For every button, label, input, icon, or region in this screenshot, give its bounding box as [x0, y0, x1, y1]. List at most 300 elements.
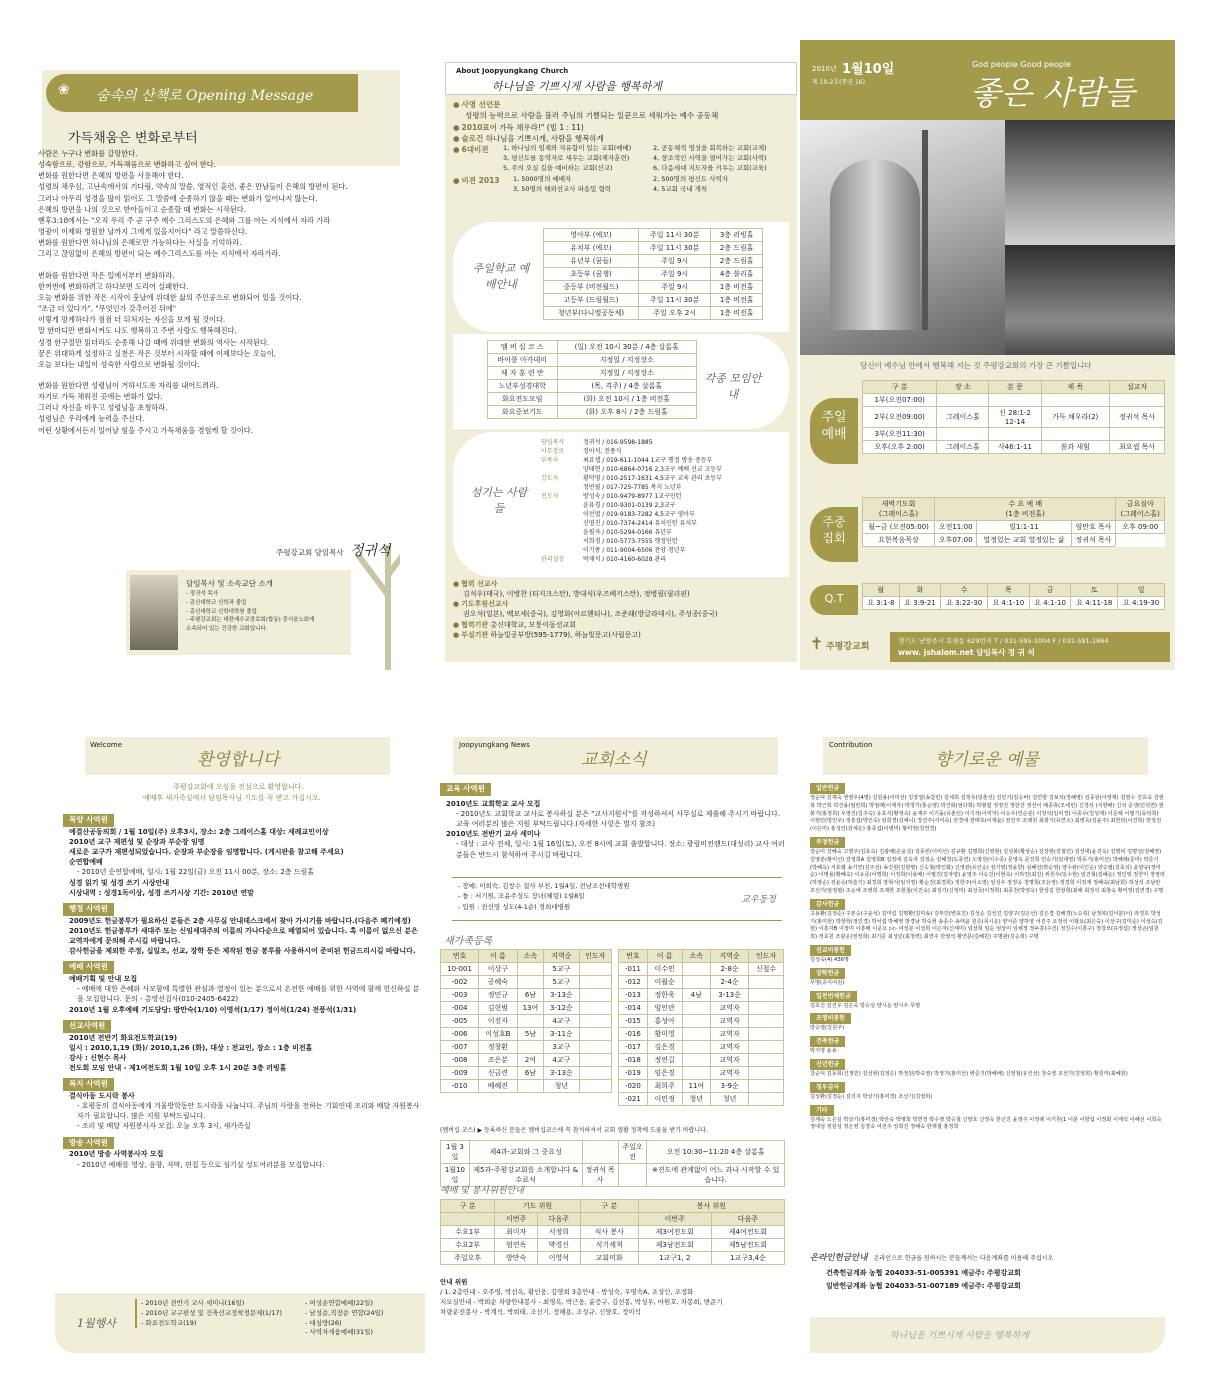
table-cell	[1041, 428, 1109, 441]
vision-item: 6, 다음세대 지도자를 키우는 교회(교육)	[653, 163, 767, 172]
contribution-category	[810, 1105, 1165, 1133]
table-cell: 조은분	[479, 1054, 518, 1067]
table-cell: -011	[619, 963, 648, 976]
online-title: 온라인헌금안내	[810, 1253, 868, 1263]
news-header	[453, 737, 778, 775]
motto-text: 가득 채우라!" (빌 1 : 11)	[499, 122, 584, 132]
table-cell	[517, 976, 543, 989]
vision2013-item: 1, 5000명의 예배자	[513, 175, 572, 184]
table-cell	[579, 1028, 611, 1041]
contribution-category-name: 신년헌금	[810, 1059, 845, 1070]
church-info	[810, 630, 1165, 666]
table-cell	[749, 1002, 784, 1015]
duty-table	[440, 1199, 785, 1265]
table-cell: 맴 버 십 코 스	[488, 341, 558, 354]
table-cell: 엄인란	[647, 1002, 682, 1015]
table-cell: -018	[619, 1054, 648, 1067]
table-subheader-cell: 이번주	[495, 1213, 538, 1226]
table-cell: (목, 격주) / 4층 살롬홀	[557, 380, 696, 393]
paragraph-line: 은혜의 방편을 나의 것으로 받아들이고 순종할 때 변화는 시작된다.	[38, 204, 247, 214]
qt-day: 일	[1118, 584, 1165, 597]
newcomer-row	[441, 989, 612, 1002]
table-cell: 이수민	[647, 963, 682, 976]
event-item: - 사역자세움예배(31일)	[305, 1328, 373, 1337]
table-cell: 교회미화	[580, 1252, 638, 1265]
paragraph-line: 변화를 원한다면 성령님이 거하시도록 자리를 내어드려라.	[38, 380, 219, 390]
table-cell	[579, 1067, 611, 1080]
table-cell	[989, 394, 1041, 407]
table-cell	[517, 1080, 543, 1093]
table-cell: 노년부성경대학	[488, 380, 558, 393]
section-item: 예배기획 및 안내 모집	[69, 975, 138, 984]
table-cell: 제 자 훈 련 반	[488, 367, 558, 380]
edu-item: 2010년도 전반기 교사 세미나	[446, 830, 541, 839]
paragraph-line: 말 한마디만 변화시켜도 나도 행복하고 주변 사람도 행복해진다.	[38, 326, 237, 336]
date-main: 1월10일	[842, 62, 895, 77]
opening-title: 가득채움은 변화로부터	[68, 131, 198, 146]
qt-ref: 요 3:9-21	[899, 597, 941, 610]
paragraph-line: 벧후3:18에서는 "오직 우리 주 곧 구주 예수 그리스도의 은혜와 그를 아는 지식에서 자라 가라	[38, 215, 331, 225]
sunday-worship-title: 주일 예배	[821, 410, 847, 442]
server-row	[541, 447, 781, 456]
paragraph-line: 변화를 원한다면 은혜의 방편을 사용해야 한다.	[38, 171, 184, 181]
newcomer-row	[619, 1041, 784, 1054]
table-cell	[682, 1067, 710, 1080]
sunday-worship-label	[810, 398, 858, 464]
table-cell: 4교구	[544, 1015, 579, 1028]
edu-item: - 대상 : 교사 전체, 일시: 1월 16일(토), 오전 8시에 교회 출발합니다. 장소: 광림비전랜드(대성리) 교사 여러분들은 반드시 참석하여 주시길 바랍니다.	[456, 840, 785, 859]
table-cell	[517, 963, 543, 976]
retreat-line: - 장예: 이희숙, 김창수 집사 부친, 1월4일, 전남조선대학병원	[458, 882, 630, 890]
welcome-header	[85, 737, 390, 775]
table-cell: -021	[619, 1093, 648, 1106]
newcomer-row	[619, 1093, 784, 1106]
table-cell	[1041, 394, 1109, 407]
vision-heading: 6대비젼	[461, 145, 489, 154]
table-cell: 주일 11시 30분	[639, 294, 711, 307]
profile-line: - 총신대학교 신학과 졸업	[186, 599, 247, 606]
opening-body	[38, 148, 400, 436]
table-cell: 식사 봉사	[580, 1226, 638, 1239]
table-cell	[579, 1041, 611, 1054]
table-cell: 1부(오전07:00)	[863, 394, 937, 407]
table-cell: 신철수	[749, 963, 784, 976]
newcomer-row	[619, 1015, 784, 1028]
table-cell: 교역자	[711, 1054, 749, 1067]
paragraph-line: 변화를 원한다면 하나님의 은혜로만 가능하다는 사실을 기억하라.	[38, 238, 242, 248]
table-cell: 그레이스홀	[937, 407, 989, 428]
table-cell: -013	[619, 989, 648, 1002]
signature-block	[276, 540, 391, 560]
table-cell: 황미영	[647, 1028, 682, 1041]
table-cell: 유년부 (꿈들)	[544, 255, 639, 268]
duty-row	[441, 1239, 785, 1252]
table-cell: 초등부 (꿈쟁)	[544, 268, 639, 281]
server-role	[541, 537, 583, 546]
table-cell: 1월 3일	[441, 1141, 470, 1164]
profile-lines	[186, 590, 314, 634]
gathering-row	[488, 393, 697, 406]
event-item: - 2010년 전반기 교사 세미나(16일)	[141, 1299, 245, 1307]
newcomer-row	[619, 976, 784, 989]
server-info: 양태현 / 010-6864-0716 2,3교구 예배 선교 고등부	[583, 466, 722, 473]
section-item: 예결산공동의회 / 1월 10일(주) 오후3시, 장소: 2층 그레이스홀 대상: 세례교인이상	[69, 827, 329, 836]
table-cell: -002	[441, 976, 479, 989]
server-role: 강도사	[541, 475, 559, 482]
welcome-label: Welcome	[90, 741, 123, 749]
server-role: 부목사	[541, 457, 559, 464]
events-bar	[55, 1293, 425, 1353]
contribution-category-text: 김성숙(4) 436명	[810, 956, 849, 963]
section-item: - 2010년 순연합예배, 일시: 1월 22일(금) 오전 11시 00분, 장소: 2층 드림홀	[77, 868, 315, 877]
newcomer-row	[441, 1080, 612, 1093]
table-cell: 정귀석 목사	[1071, 534, 1116, 547]
table-cell: 5교구	[544, 963, 579, 976]
school-row	[544, 307, 763, 320]
contribution-header	[823, 737, 1148, 775]
table-header-cell: 이 름	[647, 950, 682, 963]
para-1	[38, 148, 400, 260]
newcomer-row	[619, 1080, 784, 1093]
section-heading: 복지 사역원	[63, 1078, 114, 1091]
table-cell: 주일 9시	[639, 255, 711, 268]
table-cell: (화) 오전 10시 / 1층 비전홀	[557, 393, 696, 406]
gathering-row	[488, 367, 697, 380]
gatherings-title: 각종 모임안내	[704, 372, 762, 401]
vision2013-heading: 비젼 2013	[461, 176, 500, 186]
table-cell: -008	[441, 1054, 479, 1067]
table-cell: 이성호B	[479, 1028, 518, 1041]
table-cell: 주일 9시	[639, 268, 711, 281]
slogan-text: 하나님을 기쁘시게, 사람을 행복하게	[485, 133, 604, 143]
contribution-category-name: 선교비봉헌	[810, 945, 851, 956]
prayer-heading: 기도후원선교사	[461, 600, 509, 609]
school-row	[544, 281, 763, 294]
table-cell: 6남	[517, 1067, 543, 1080]
pastor-photo	[130, 575, 178, 650]
duty-row	[441, 1252, 785, 1265]
table-cell: 서정희	[537, 1226, 580, 1239]
table-cell: 주일오전	[618, 1141, 647, 1164]
servers-title: 섬기는 사람들	[470, 486, 528, 515]
membership-table	[440, 1140, 785, 1187]
table-cell: 수요2부	[441, 1239, 495, 1252]
vision2013-item: 3, 50명의 해외선교사 파송및 협력	[513, 185, 612, 193]
table-cell: 청년	[682, 1093, 710, 1106]
server-role	[541, 519, 583, 528]
sunday-row	[863, 441, 1165, 454]
table-cell: 주일오후	[441, 1252, 495, 1265]
table-cell: 2-4순	[711, 976, 749, 989]
table-cell	[749, 989, 784, 1002]
qt-ref: 요 4:1-10	[988, 597, 1030, 610]
server-role	[541, 528, 583, 537]
events-col-2	[305, 1299, 383, 1338]
contribution-footer	[810, 1317, 1165, 1353]
church-building-photo	[800, 120, 1005, 355]
table-cell: 이영석	[537, 1252, 580, 1265]
newcomer-table-left	[440, 949, 612, 1093]
welcome-intro-2: 예배후 새가족실에서 담임목사님 기도를 꼭 받고 가십시오.	[143, 794, 321, 802]
guide-line: 차량운전봉사 - 박계석, 박희태, 조선기, 정해용, 조성규, 신양호, 정이석	[440, 1308, 641, 1317]
paragraph-line: 어떤 상황에서든지 일어날 힘을 주시고 가득채움을 경험케 할 것이다.	[38, 425, 253, 435]
newcomer-row	[441, 1015, 612, 1028]
table-cell: 교역자	[711, 1015, 749, 1028]
newcomer-row	[441, 976, 612, 989]
server-info: 정이석, 전풍식	[583, 448, 622, 455]
opening-banner-title: 숨속의 산책로 Opening Message	[96, 88, 314, 104]
gathering-row	[488, 380, 697, 393]
table-header-cell: 번호	[441, 950, 479, 963]
section-heading: 목양 사역원	[63, 814, 114, 827]
section-item: 새로운 교구가 재편성되었습니다. 순장과 부순장을 임명합니다. (게시판을 참고해 주세요)	[69, 848, 344, 857]
vision2013-item: 2, 500명의 평신도 사역자	[653, 175, 729, 184]
signature: 정귀석	[349, 543, 391, 559]
table-cell: 2여	[517, 1054, 543, 1067]
church-logo-name: 주평강교회	[825, 642, 870, 652]
table-cell: 엄만호 목사	[1071, 521, 1116, 534]
paragraph-line: 성숙함으로, 강함으로, 가득채움으로 변화하고 싶어 한다.	[38, 160, 216, 170]
table-cell: 배혜진	[479, 1080, 518, 1093]
org-text: 총신대학교, 모퉁이돌선교회	[490, 620, 577, 629]
table-cell: 청년	[711, 1093, 749, 1106]
vision2013-item: 4, 5교회 국내 개척	[653, 185, 708, 193]
table-cell: 교역자	[711, 1002, 749, 1015]
table-cell: 정귀석 목사	[582, 1164, 618, 1187]
org-heading: 협력기관	[461, 620, 489, 629]
partner-heading: 협력 선교사	[461, 580, 498, 588]
sunday-worship-table	[862, 380, 1165, 454]
event-item: - 대심방(26)	[305, 1318, 342, 1327]
table-cell: 4층 블리홀	[711, 268, 763, 281]
news-panel	[440, 737, 790, 1362]
vision-item: 1, 하나님의 임재와 자유함이 있는 교회(예배)	[503, 144, 632, 152]
table-header-cell: 지역순	[711, 950, 749, 963]
vision-list	[503, 144, 793, 173]
table-cell: 2층 드림홀	[711, 255, 763, 268]
table-cell: -009	[441, 1067, 479, 1080]
section-item: - 호평동의 결식아동에게 겨울방학동안 도시락을 나눕니다. 주님의 사랑을 전하는 기회인데 조리와 배달 자원봉사자가 필요합니다. 많은 지원 부탁드립니다.	[77, 1102, 420, 1121]
contribution-category	[810, 1059, 1165, 1079]
account-building: 건축헌금계좌 농협 204033-51-005391 예금주: 주평강교회	[826, 1269, 1021, 1277]
sunday-school-box	[453, 222, 789, 332]
table-cell: 김현범	[479, 1002, 518, 1015]
table-cell: 오후 09:00	[1116, 521, 1165, 534]
table-cell: 3-13순	[544, 989, 579, 1002]
table-cell: 1층 비전홀	[711, 294, 763, 307]
duty-title: 예배 및 봉사위원안내	[440, 1186, 524, 1196]
table-cell: 사46:1-11	[989, 441, 1041, 454]
event-item: - 화요전도학교(19)	[141, 1318, 197, 1327]
table-cell: 주일 11시 30분	[639, 229, 711, 242]
paragraph-line: 성경 한구절만 읽더라도 순종해 나갈 때에 위대한 변화의 역사는 시작된다.	[38, 337, 270, 347]
table-cell	[579, 1002, 611, 1015]
membership-note: (멤버십 코스) ▶ 등록하신 분들은 멤버십코스에 꼭 참석하셔서 교회 생활 정착에 도움을 받기 바랍니다.	[440, 1127, 708, 1134]
table-header-cell: 번호	[619, 950, 648, 963]
server-info: 황덕영 / 010-2517-1631 4,5교구 교육 관리 초등부	[583, 475, 722, 482]
table-cell	[749, 1093, 784, 1106]
table-cell	[682, 1041, 710, 1054]
vision-item: 3, 평신도를 동역자로 세우는 교회(제자훈련)	[503, 153, 630, 162]
welcome-title: 환영합니다	[197, 750, 280, 770]
server-info: 신영진 / 010-7374-2414 유치인턴 유치부	[583, 520, 697, 527]
table-cell: 씀과 새힘	[1041, 441, 1109, 454]
partner-lines: ● 협력 선교사 김석우(태국), 이병찬 (티지크스탄), 방대식(우즈베키스탄), 정병필(필리핀) ● 기도후원선교사 권오석(일본), 백모세(중국), 김영화(아르헨티나), 조준래(방글라데시), 주성종(중국) ● 협력기관 총신대학교, 모퉁이돌선교회 ● 부설기관 하늘빛공부방(595-1779), 하늘빛문고(사립문고)	[453, 579, 793, 640]
qt-day: 월	[863, 584, 900, 597]
contribution-label: Contribution	[829, 741, 873, 749]
about-panel	[445, 62, 797, 662]
table-cell: -020	[619, 1080, 648, 1093]
table-cell: -015	[619, 1015, 648, 1028]
pioneer-heading: 부설기관	[461, 630, 489, 639]
server-row	[541, 555, 781, 564]
table-cell: 청년부(다니엘공동체)	[544, 307, 639, 320]
table-cell: 최희주	[647, 1080, 682, 1093]
welcome-section	[55, 1020, 425, 1073]
section-item: 2010년 전반기 화요전도학교(19)	[69, 1033, 178, 1042]
events-month-label: 1월행사	[77, 1317, 116, 1330]
table-header-cell: 금요심야 (그레이스홀)	[1116, 498, 1165, 521]
table-cell: 오전11:00	[935, 521, 977, 534]
cover-header	[800, 40, 1175, 120]
table-cell: 교역자	[711, 1028, 749, 1041]
table-cell: -006	[441, 1028, 479, 1041]
qt-day: 목	[988, 584, 1030, 597]
server-info: 박재석 / 010-4160-6028 관리	[583, 556, 667, 563]
table-cell: 빌1:1-11	[977, 521, 1071, 534]
table-header-cell: 새벽기도회 (그레이스홀)	[863, 498, 935, 521]
table-cell: 4교구	[544, 1054, 579, 1067]
newcomer-row	[619, 963, 784, 976]
table-cell: 정연길	[647, 1054, 682, 1067]
qt-ref: 요 4:1-10	[1029, 597, 1071, 610]
table-cell: 주일 9시	[639, 281, 711, 294]
qt-day: 수	[941, 584, 988, 597]
welcome-panel	[55, 737, 425, 1362]
server-row	[541, 492, 781, 501]
table-cell: -016	[619, 1028, 648, 1041]
table-cell: -003	[441, 989, 479, 1002]
table-cell	[517, 1041, 543, 1054]
qt-day: 금	[1029, 584, 1071, 597]
table-cell: 엄연옥	[495, 1239, 538, 1252]
table-cell: 방만숙	[495, 1252, 538, 1265]
midweek-section	[810, 495, 1165, 575]
partner-text: 김석우(태국), 이병찬 (티지크스탄), 방대식(우즈베키스탄), 정병필(필리핀)	[463, 590, 690, 599]
table-cell	[749, 1041, 784, 1054]
newcomer-row	[441, 963, 612, 976]
events-col-1	[135, 1299, 282, 1328]
contribution-category-text: 강순미 강혜숙 고명주(김효숙) 김광배(손윤실) 김동빈(이미선) 김규환 김명희(신영현) 김성봉(황상순) 김상현(김철민) 김성대(윤진옥) 김명덕 김명성(정혜영) 김영분(황미선) 김영희A 김영희B 김정애 김옥자 김정순 김혜경(도종연) 노명원(이수종) 문영옥 문진희 민승기(임대영) 박동기(홍미선) 박혜례(문미) 박준기(박혜옥) 서호렬 송기연(김주선) 송진현(김현명) 신승철(박인화) 신영관(유인순) 심기평(정윤한) 심혜선(박순영) 양수완(이인순) 양승필(김효석) 윤양규(정미순) 이병용(황혜숙) 이유준(이명희) 이정희(이용배) 이필진(김자영) 윤영주 이승진(이현숙) 이하연(최진) 위원우(임수현) 임진혁(김혜순) 정인영 정찬미 정영락(하영순) 전윤승(하슬기) 최경희 장혁식(임지영) 황순진(최경희) 정한주(이소영) 임성우 장정욱 정명희(조은영) 정경희 이정재 정혜숙(최남희) 허성석 조남란 조선기(엄정렬) 조순애 조병희 조재한 조현철(이진숙) 최성기(신정미) 최성국(이정희) 최종천(박영옥) 한상길 한창희(최해 회정석 최창숙 황미영(김연경) 구명	[810, 848, 1165, 894]
qt-section	[810, 582, 1165, 618]
table-cell: 고등부 (드림월드)	[544, 294, 639, 307]
table-cell: 식기세척	[580, 1239, 638, 1252]
para-2	[38, 270, 400, 370]
signature-label: 주평강교회 담임목사	[276, 548, 344, 557]
motto-heading: 2010표어	[461, 122, 497, 132]
table-cell: 3-11순	[544, 1028, 579, 1041]
midweek-title: 주중 집회	[822, 515, 846, 545]
table-header-cell: 기도 위원	[495, 1200, 581, 1213]
section-item: 전도회 모임 안내 - 제1여전도회 1월 10일 오후 1시 20분 3층 러빙홀	[69, 1064, 287, 1073]
table-cell: 이월순	[647, 976, 682, 989]
opening-message-panel	[38, 40, 400, 670]
sunday-row	[863, 407, 1165, 428]
issue-number: 제 10-2호(통권 16)	[812, 79, 865, 86]
table-cell: -004	[441, 1002, 479, 1015]
table-cell: -012	[619, 976, 648, 989]
newcomer-row	[619, 1002, 784, 1015]
table-header-cell: 소속	[517, 950, 543, 963]
table-header-cell: 구 분	[580, 1200, 638, 1213]
table-cell	[682, 1054, 710, 1067]
welcome-section	[55, 903, 425, 956]
table-cell: 6남	[517, 989, 543, 1002]
server-row	[541, 501, 781, 510]
table-cell: 김은경	[647, 1041, 682, 1054]
welcome-intro-1: 주평강교회에 오심을 진심으로 환영합니다.	[173, 783, 304, 791]
contribution-category-text: 무명(중식여원)	[810, 979, 845, 986]
church-web: www. jshalom.net 담임목사 정 귀 석	[898, 648, 1035, 657]
section-heading: 선교사역원	[63, 1020, 111, 1033]
paragraph-line: 성령의 채우심, 고난속에서의 기다림, 약속의 말씀, 영적인 훈련, 좋은 만남들이 은혜의 방편이 된다.	[38, 182, 348, 192]
table-header-cell: 봉사 위원	[638, 1200, 784, 1213]
contribution-category-text: 김성환(김정순) 김의지 박상기(홍미경) 조선기(김영희)	[810, 1093, 933, 1100]
table-cell: 오후(오후 2:00)	[863, 441, 937, 454]
slogan-heading: 슬로건	[461, 133, 484, 143]
table-cell: 열정있는 교회 열정있는 삶	[977, 534, 1071, 547]
section-heading: 방송 사역원	[63, 1137, 114, 1150]
server-row	[541, 546, 781, 555]
table-cell: (화) 오후 8시 / 2층 드림홀	[557, 406, 696, 419]
qt-ref: 요 3:22-30	[941, 597, 988, 610]
edu-heading: 교육 사역원	[440, 783, 491, 796]
contribution-category	[810, 1082, 1165, 1102]
paragraph-line: 오늘 보다는 내일이 성숙한 사람으로 변화될 것이다.	[38, 359, 200, 369]
paragraph-line: 성령님은 우리에게 능력을 주신다.	[38, 414, 145, 424]
newcomer-row	[619, 1054, 784, 1067]
retreat-lines	[458, 881, 630, 912]
event-item: - 2010년 교구편성 및 건축선교정착정문제(1/17)	[141, 1308, 283, 1317]
contribution-category	[810, 945, 1165, 965]
table-cell: 지정일 / 지정장소	[557, 367, 696, 380]
retreat-line: - 돌 : 서기원, 조윤주성도 장녀(혜령) 1월8일	[458, 892, 585, 901]
contribution-category	[810, 783, 1165, 834]
contribution-category	[810, 1013, 1165, 1033]
contribution-category-name: 기타	[810, 1105, 834, 1116]
table-cell: 그레이스홀	[937, 441, 989, 454]
school-row	[544, 268, 763, 281]
table-header-cell: 이 름	[479, 950, 518, 963]
welcome-section	[55, 814, 425, 898]
footer-slogan: 하나님을 기쁘시게 사람을 행복하게	[890, 1331, 1029, 1341]
contribution-title: 향기로운 예물	[935, 750, 1039, 770]
event-item: - 남성순,직장순 연합(24일)	[305, 1308, 384, 1317]
table-cell: 주일 11시 30분	[639, 242, 711, 255]
table-cell	[579, 1054, 611, 1067]
profile-line: - 총신대학교 신학대학원 졸업	[186, 608, 257, 615]
table-cell	[749, 1028, 784, 1041]
sunday-row	[863, 428, 1165, 441]
contribution-category	[810, 968, 1165, 988]
table-cell: 제3여전도회	[638, 1226, 711, 1239]
table-cell: 교역자	[711, 1067, 749, 1080]
table-cell: 2층 드림홀	[711, 242, 763, 255]
server-role: 사무장로	[541, 448, 565, 455]
midweek-label	[810, 507, 858, 562]
section-item: 2010년도 헌금봉투가 새대주 또는 신임세대주의 이름의 가나다순으로 배열되어 있습니다. 혹 이름이 없으신 분은 교역자에게 문의해 주시길 바랍니다.	[69, 926, 418, 946]
table-cell: 신금련	[479, 1067, 518, 1080]
